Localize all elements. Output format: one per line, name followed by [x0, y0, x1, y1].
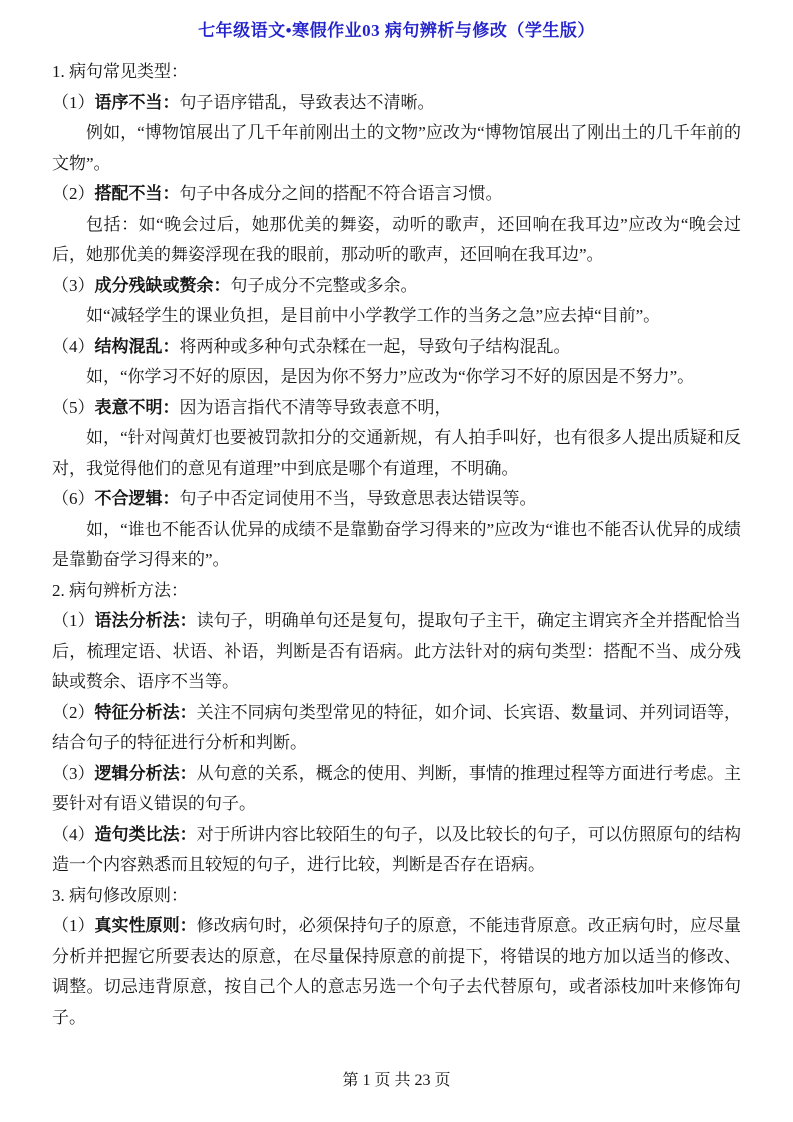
term-label: 造句类比法： — [94, 824, 197, 844]
paragraph — [52, 698, 741, 759]
body-text: 句子中否定词使用不当，导致意思表达错误等。 — [179, 489, 537, 508]
paragraph — [52, 911, 741, 1033]
body-text: 关注不同病句类型常见的特征，如介词、长宾语、数量词、并列词语等，结合句子的特征进行分析和判断。 — [52, 702, 742, 752]
body-text: 如，“你学习不好的原因，是因为你不努力”应改为“你学习不好的原因是不努力”。 — [86, 367, 695, 386]
body-text: 3. 病句修改原则： — [52, 885, 188, 905]
paragraph — [52, 515, 741, 576]
body-text: （1） — [52, 92, 95, 112]
term-label: 结构混乱： — [94, 336, 180, 356]
paragraph — [52, 301, 741, 332]
term-label: 逻辑分析法： — [94, 763, 197, 783]
term-label: 表意不明： — [94, 397, 180, 417]
body-text: （2） — [52, 184, 95, 203]
page-title: 七年级语文•寒假作业03 病句辨析与修改（学生版） — [198, 21, 595, 40]
body-text: 修改病句时，必须保持句子的原意，不能违背原意。改正病句时，应尽量分析并把握它所要表达的原意，在尽量保持原意的前提下，将错误的地方加以适当的修改、调整。切忌违背原意，按自己个人的意志另选一个句子去代替原句，或者添枝加叶来修饰句子。 — [52, 916, 742, 1027]
body-text: 将两种或多种句式杂糅在一起，导致句子结构混乱。 — [179, 336, 571, 356]
term-label: 成分残缺或赘余： — [94, 275, 231, 295]
paragraph — [52, 759, 741, 820]
body-text: 包括：如“晚会过后，她那优美的舞姿，动听的歌声，还回响在我耳边”应改为“晚会过后，她那优美的舞姿浮现在我的眼前，那动听的歌声，还回响在我耳边”。 — [52, 214, 741, 264]
body-text: 例如，“博物馆展出了几千年前刚出土的文物”应改为“博物馆展出了刚出土的几千年前的文物”。 — [52, 123, 741, 173]
document-body — [52, 57, 741, 1033]
body-text: 如“减轻学生的课业负担，是目前中小学教学工作的当务之急”应去掉“目前”。 — [86, 306, 661, 325]
body-text: 2. 病句辨析方法： — [52, 580, 188, 600]
body-text: 1. 病句常见类型： — [52, 62, 188, 81]
body-text: （1） — [52, 611, 95, 630]
body-text: （3） — [52, 763, 95, 783]
body-text: 句子中各成分之间的搭配不符合语言习惯。 — [179, 184, 503, 203]
body-text: 句子成分不完整或多余。 — [230, 275, 418, 295]
paragraph — [52, 576, 741, 607]
body-text: （4） — [52, 336, 95, 356]
paragraph — [52, 179, 741, 210]
page-footer: 第 1 页 共 23 页 — [342, 1072, 451, 1089]
term-label: 不合逻辑： — [94, 489, 180, 508]
body-text: 因为语言指代不清等导致表意不明， — [179, 397, 452, 417]
paragraph — [52, 271, 741, 302]
paragraph — [52, 393, 741, 424]
term-label: 真实性原则： — [94, 916, 197, 935]
body-text: 句子语序错乱，导致表达不清晰。 — [179, 92, 435, 112]
term-label: 特征分析法： — [94, 702, 197, 722]
body-text: 对于所讲内容比较陌生的句子，以及比较长的句子，可以仿照原句的结构造一个内容熟悉而且较短的句子，进行比较，判断是否存在语病。 — [52, 824, 742, 874]
body-text: （4） — [52, 824, 95, 844]
body-text: 读句子，明确单句还是复句，提取句子主干，确定主谓宾齐全并搭配恰当后，梳理定语、状语、补语，判断是否有语病。此方法针对的病句类型：搭配不当、成分残缺或赘余、语序不当等。 — [52, 611, 742, 691]
paragraph — [52, 210, 741, 271]
paragraph — [52, 57, 741, 88]
term-label: 语序不当： — [94, 92, 180, 112]
body-text: （5） — [52, 397, 95, 417]
paragraph — [52, 881, 741, 912]
body-text: （3） — [52, 275, 95, 295]
body-text: （1） — [52, 916, 95, 935]
paragraph — [52, 118, 741, 179]
paragraph — [52, 820, 741, 881]
body-text: （2） — [52, 702, 95, 722]
term-label: 语法分析法： — [94, 611, 197, 630]
body-text: 从句意的关系，概念的使用、判断，事情的推理过程等方面进行考虑。主要针对有语义错误的句子。 — [52, 763, 742, 813]
body-text: 如，“针对闯黄灯也要被罚款扣分的交通新规，有人拍手叫好，也有很多人提出质疑和反对，我觉得他们的意见有道理”中到底是哪个有道理，不明确。 — [52, 428, 741, 478]
term-label: 搭配不当： — [94, 184, 180, 203]
paragraph — [52, 423, 741, 484]
paragraph — [52, 484, 741, 515]
body-text: 如，“谁也不能否认优异的成绩不是靠勤奋学习得来的”应改为“谁也不能否认优异的成绩是靠勤奋学习得来的”。 — [52, 519, 741, 569]
paragraph — [52, 362, 741, 393]
paragraph — [52, 88, 741, 119]
paragraph — [52, 332, 741, 363]
paragraph — [52, 606, 741, 698]
body-text: （6） — [52, 489, 95, 508]
